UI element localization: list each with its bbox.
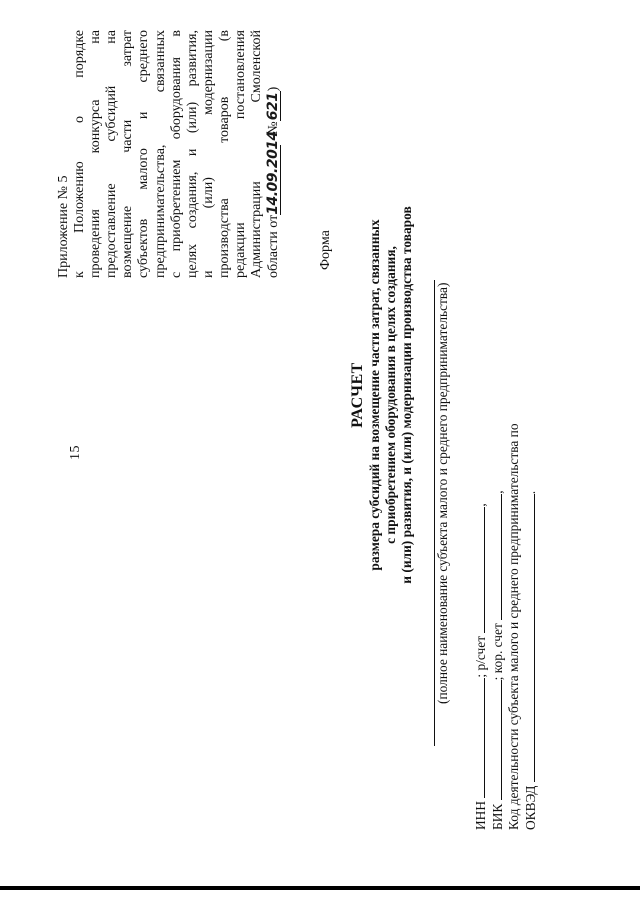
appendix-line: редакции постановления bbox=[233, 30, 249, 278]
decree-number-label: № bbox=[266, 121, 282, 135]
okved-fill-line[interactable] bbox=[522, 494, 535, 782]
bik-fill-line[interactable] bbox=[489, 680, 502, 800]
okved-row bbox=[522, 491, 539, 830]
appendix-line: к Положению о порядке bbox=[72, 30, 88, 278]
appendix-line: целях создания, и (или) развития, bbox=[184, 30, 200, 278]
appendix-line: предоставление субсидий на bbox=[104, 30, 120, 278]
activity-code-label: Код деятельности субъекта малого и среднего предпринимательства по bbox=[506, 423, 521, 830]
decree-line bbox=[266, 30, 282, 278]
bottom-border-line bbox=[0, 886, 640, 890]
appendix-block bbox=[56, 30, 282, 278]
okved-label: ОКВЭД bbox=[523, 785, 538, 830]
decree-prefix: области от bbox=[266, 214, 282, 278]
account-label: ; р/счет bbox=[473, 635, 488, 678]
heading-line: размера субсидий на возмещение части затрат, связанных bbox=[367, 219, 382, 571]
document-heading bbox=[350, 160, 415, 630]
page-number: 15 bbox=[68, 445, 83, 460]
account-fill-line[interactable] bbox=[472, 507, 485, 633]
decree-number-handwritten: 621 bbox=[265, 92, 282, 121]
okved-row-end: . bbox=[523, 490, 538, 495]
bik-row-end: , bbox=[490, 490, 505, 494]
appendix-title: Приложение № 5 bbox=[56, 175, 71, 278]
inn-fill-line[interactable] bbox=[472, 678, 485, 798]
decree-suffix: ) bbox=[266, 86, 282, 92]
appendix-line: и (или) модернизации bbox=[200, 30, 216, 278]
inn-label: ИНН bbox=[473, 800, 488, 830]
appendix-line: Администрации Смоленской bbox=[249, 30, 265, 278]
fullname-caption: (полное наименование субъекта малого и среднего предпринимательства) bbox=[435, 282, 450, 704]
rotated-content bbox=[2, 0, 602, 860]
appendix-line: возмещение части затрат bbox=[120, 30, 136, 278]
appendix-line: субъектов малого и среднего bbox=[136, 30, 152, 278]
appendix-line: с приобретением оборудования в bbox=[168, 30, 184, 278]
appendix-line: предпринимательства, связанных bbox=[152, 30, 168, 278]
inn-row bbox=[472, 503, 489, 830]
inn-row-end: , bbox=[473, 503, 488, 507]
corr-account-label: ; кор. счет bbox=[490, 623, 505, 681]
form-label: Форма bbox=[318, 230, 333, 270]
corr-account-fill-line[interactable] bbox=[489, 494, 502, 620]
appendix-line: производства товаров (в bbox=[216, 30, 232, 278]
heading-line: и (или) развития, и (или) модернизации производства товаров bbox=[399, 206, 414, 584]
heading-title: РАСЧЕТ bbox=[349, 362, 366, 428]
heading-line: с приобретением оборудования в целях создания, bbox=[383, 246, 398, 544]
appendix-line: проведения конкурса на bbox=[88, 30, 104, 278]
decree-date-handwritten: 14.09.2014 bbox=[265, 131, 282, 215]
activity-code-row bbox=[506, 423, 522, 830]
bik-row bbox=[489, 490, 506, 830]
bik-label: БИК bbox=[490, 803, 505, 830]
